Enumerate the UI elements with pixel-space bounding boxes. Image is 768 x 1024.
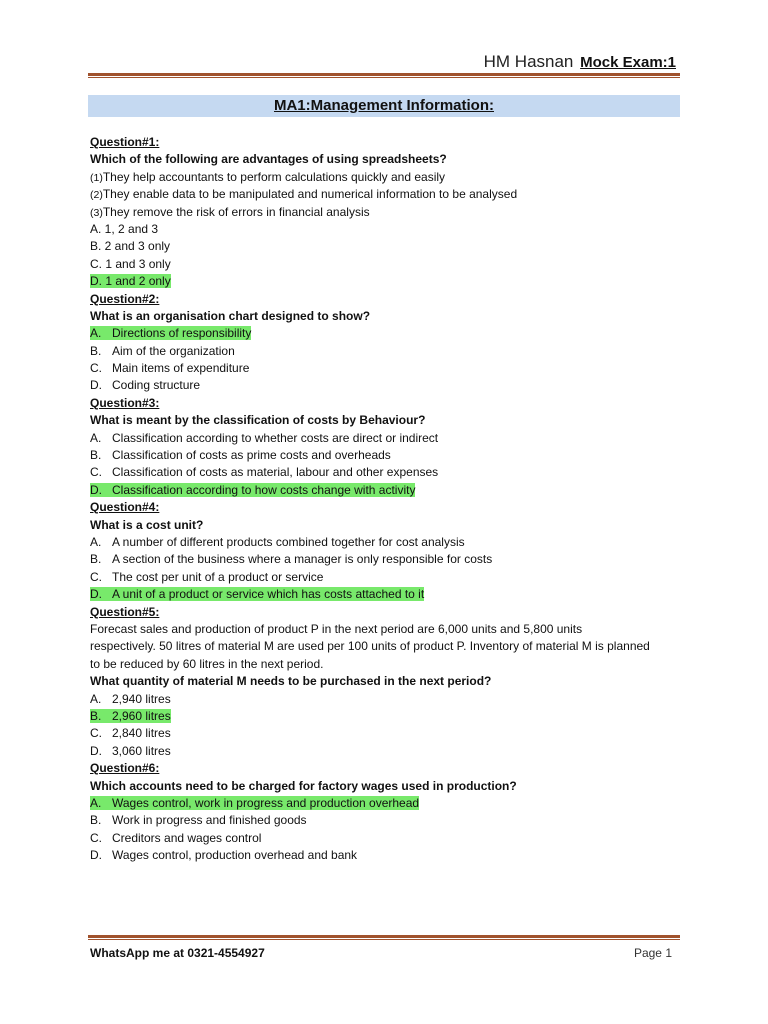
option-text: Creditors and wages control [112, 830, 262, 845]
answer-option [90, 569, 680, 586]
option-text: A number of different products combined together for cost analysis [112, 534, 465, 549]
questions-content [90, 134, 680, 864]
statement-number: (2) [90, 189, 103, 202]
statement-text: They help accountants to perform calculations quickly and easily [102, 169, 446, 184]
question-5-heading: Question#5: [90, 604, 160, 619]
option-letter: C. [90, 726, 102, 741]
option-text: Coding structure [112, 378, 201, 393]
question-5-text: What quantity of material M needs to be purchased in the next period? [90, 674, 492, 689]
option-letter: A. [90, 534, 102, 549]
option-letter: A. [90, 430, 102, 445]
option-letter: D. [90, 848, 102, 863]
answer-option [90, 464, 680, 481]
answer-option [90, 691, 680, 708]
answer-option [90, 534, 680, 551]
answer-option [90, 830, 680, 847]
header-author: HM Hasnan [483, 52, 574, 71]
option-text: Main items of expenditure [112, 361, 250, 376]
question-4-heading: Question#4: [90, 500, 160, 515]
statement-item [90, 169, 680, 186]
question-1-heading: Question#1: [90, 135, 160, 149]
statement-text: They remove the risk of errors in financial analysis [102, 204, 370, 219]
footer-rule [88, 935, 680, 940]
answer-option-correct [90, 708, 680, 725]
answer-option [90, 847, 680, 864]
option-letter: B. [90, 448, 102, 463]
page-header [484, 52, 676, 72]
option-text: Classification according to whether costs are direct or indirect [112, 430, 439, 445]
question-4-text: What is a cost unit? [90, 517, 204, 532]
answer-option [90, 377, 680, 394]
option-letter: C. [90, 465, 102, 480]
option-text: Aim of the organization [112, 343, 235, 358]
option-letter: B. [90, 708, 102, 723]
title-bar [88, 95, 680, 117]
answer-option-correct [90, 586, 680, 603]
answer-option [90, 360, 680, 377]
answer-option: A. 1, 2 and 3 [90, 221, 159, 236]
header-exam-title: Mock Exam:1 [580, 54, 676, 71]
answer-option-correct [90, 795, 680, 812]
option-letter: A. [90, 691, 102, 706]
question-3-text: What is meant by the classification of costs by Behaviour? [90, 413, 426, 428]
question-6-heading: Question#6: [90, 761, 160, 776]
option-letter: D. [90, 482, 102, 497]
correct-answer-highlight: D. 1 and 2 only [90, 274, 171, 289]
option-letter: D. [90, 587, 102, 602]
option-text: 3,060 litres [112, 743, 171, 758]
correct-answer-highlight [90, 587, 424, 601]
correct-answer-highlight [90, 796, 419, 810]
option-text: 2,960 litres [112, 708, 171, 723]
footer-page-number: Page 1 [633, 946, 672, 960]
option-text: A unit of a product or service which has costs attached to it [112, 587, 425, 602]
answer-option-correct [90, 325, 680, 342]
answer-option: C. 1 and 3 only [90, 256, 171, 271]
option-letter: D. [90, 743, 102, 758]
answer-option [90, 812, 680, 829]
option-text: The cost per unit of a product or service [112, 569, 324, 584]
question-2-text: What is an organisation chart designed to show? [90, 308, 371, 323]
question-6-text: Which accounts need to be charged for factory wages used in production? [90, 778, 517, 793]
option-text: Wages control, production overhead and bank [112, 848, 358, 863]
option-letter: A. [90, 795, 102, 810]
correct-answer-highlight [90, 326, 251, 340]
answer-option [90, 743, 680, 760]
answer-option [90, 343, 680, 360]
option-text: 2,840 litres [112, 726, 171, 741]
answer-option [90, 725, 680, 742]
answer-option: B. 2 and 3 only [90, 239, 171, 254]
question-3-heading: Question#3: [90, 395, 160, 410]
option-text: Classification of costs as prime costs and overheads [112, 448, 391, 463]
document-title: MA1:Management Information: [273, 97, 494, 114]
option-text: Classification of costs as material, labour and other expenses [112, 465, 439, 480]
answer-option [90, 430, 680, 447]
answer-option-correct [90, 273, 680, 290]
header-rule [88, 73, 680, 78]
statement-item [90, 186, 680, 203]
correct-answer-highlight [90, 709, 171, 723]
question-2-heading: Question#2: [90, 291, 160, 306]
option-text: Directions of responsibility [112, 326, 252, 341]
option-letter: B. [90, 343, 102, 358]
option-letter: C. [90, 361, 102, 376]
option-letter: C. [90, 830, 102, 845]
option-letter: A. [90, 326, 102, 341]
statement-text: They enable data to be manipulated and numerical information to be analysed [102, 187, 518, 202]
answer-option-correct [90, 482, 680, 499]
option-text: A section of the business where a manager is only responsible for costs [112, 552, 493, 567]
option-text: Work in progress and finished goods [112, 813, 307, 828]
statement-number: (1) [90, 171, 103, 184]
option-letter: D. [90, 378, 102, 393]
option-letter: B. [90, 552, 102, 567]
option-text: Wages control, work in progress and production overhead [112, 795, 420, 810]
correct-answer-highlight [90, 483, 415, 497]
question-1-text: Which of the following are advantages of using spreadsheets? [90, 152, 447, 167]
question-5-scenario: Forecast sales and production of product P in the next period are 6,000 units and 5,800 units respectively. 50 litres of material M are used per 100 units of product P. Inventory of material M is planned to be reduced by 60 litres in the next period. [90, 621, 650, 671]
option-letter: C. [90, 569, 102, 584]
answer-option [90, 447, 680, 464]
statement-item [90, 204, 680, 221]
statement-number: (3) [90, 206, 103, 219]
answer-option [90, 551, 680, 568]
option-letter: B. [90, 813, 102, 828]
option-text: 2,940 litres [112, 691, 171, 706]
option-text: Classification according to how costs change with activity [112, 482, 416, 497]
footer-contact: WhatsApp me at 0321-4554927 [90, 946, 265, 960]
